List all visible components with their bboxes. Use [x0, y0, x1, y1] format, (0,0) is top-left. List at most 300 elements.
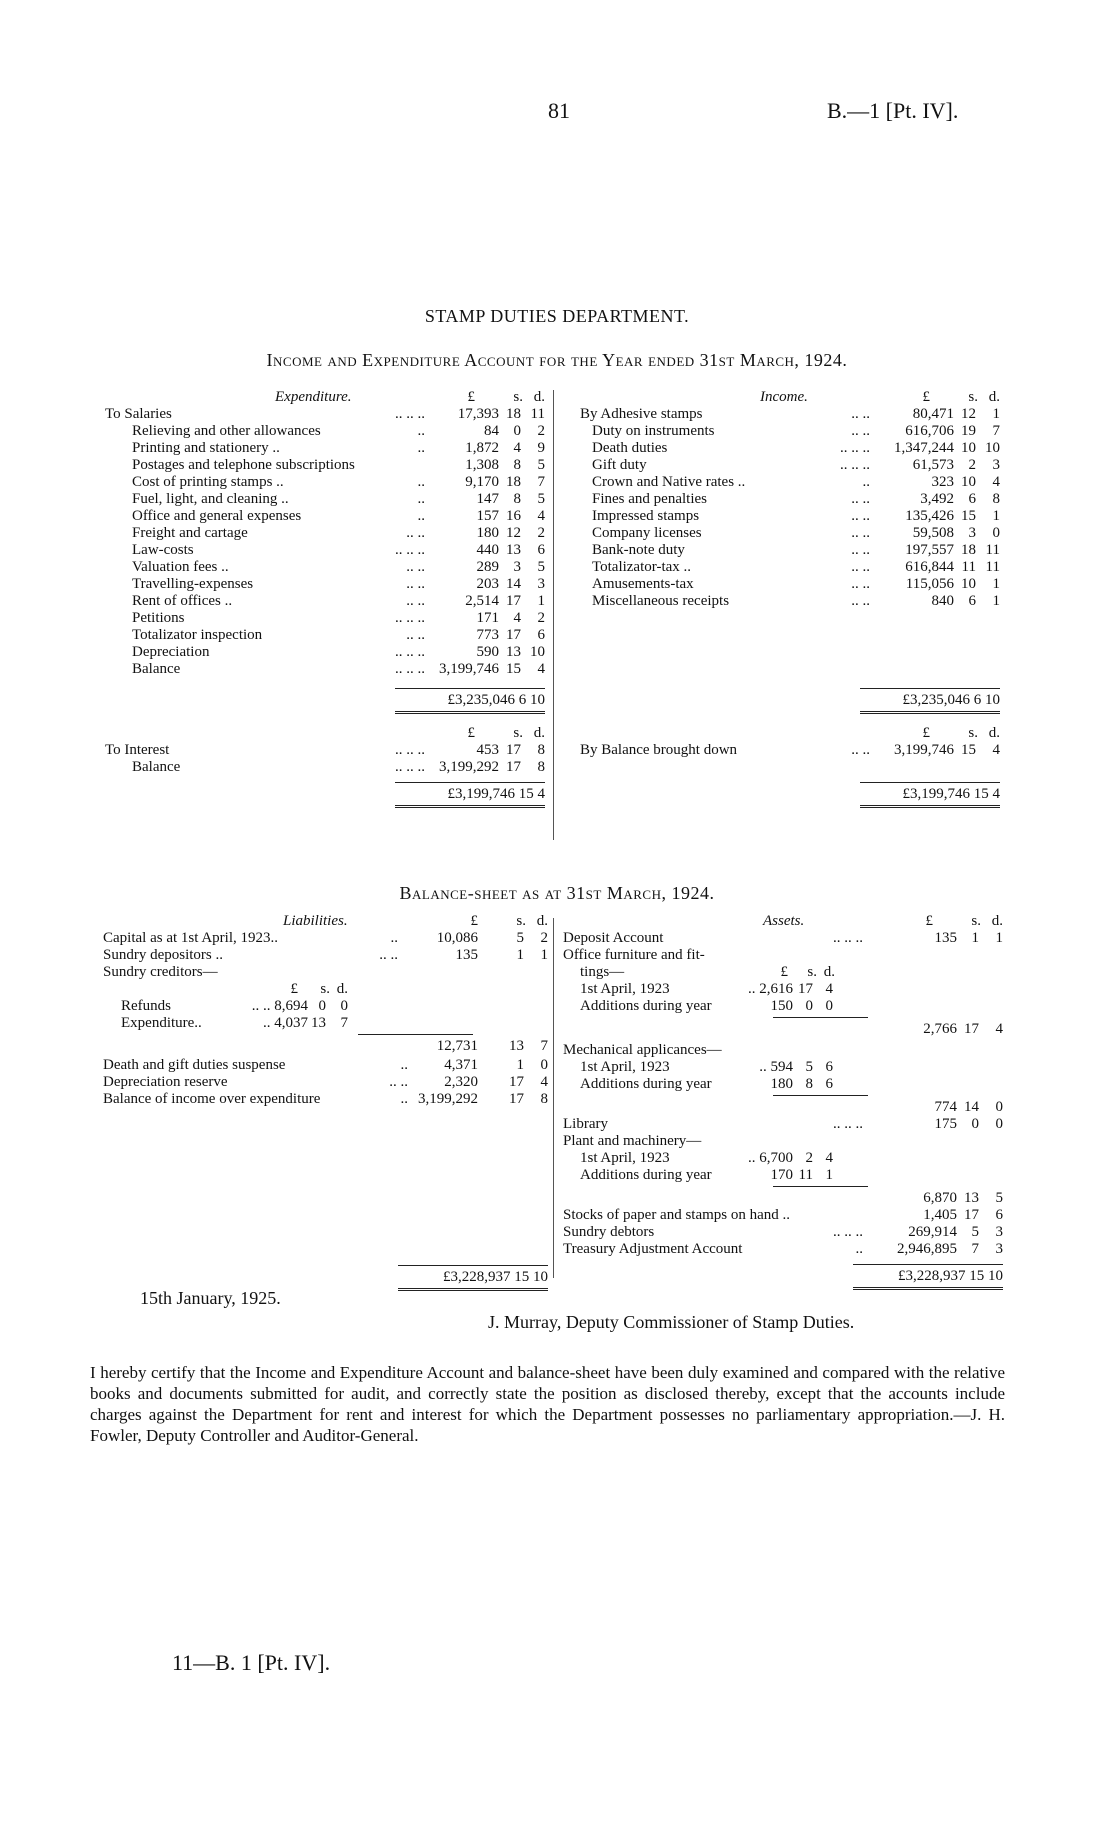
row-label: Rent of offices ..	[132, 593, 233, 609]
amount-pence: 1	[992, 508, 1000, 524]
assets-double-rule	[563, 1285, 1003, 1291]
asset-deposit	[563, 930, 1003, 947]
income-row	[580, 474, 1000, 491]
amount-pence: 11	[985, 559, 1000, 575]
income-double-rule	[580, 709, 1000, 715]
amount-pence: 10	[530, 644, 545, 660]
amount-pounds: 773	[476, 627, 499, 643]
amount-shillings: 12	[506, 525, 521, 541]
row-label: Cost of printing stamps ..	[132, 474, 284, 490]
row-label: Expenditure..	[121, 1015, 202, 1031]
row-leader: ..	[400, 1057, 408, 1073]
row-leader: ..	[417, 440, 425, 456]
amount-pence: 3	[995, 1224, 1003, 1240]
row-leader: .. .. 8,694	[251, 998, 308, 1014]
amount-pence: 5	[537, 457, 545, 473]
mechanical-item	[563, 1076, 1003, 1093]
amount-pence: 5	[995, 1190, 1003, 1206]
asset-row	[563, 1241, 1003, 1258]
row-label: Relieving and other allowances	[132, 423, 321, 439]
income-row	[580, 576, 1000, 593]
amount-pence: 0	[995, 1099, 1003, 1115]
expenditure-header-2	[105, 725, 545, 742]
liabilities-header	[103, 913, 548, 930]
amount-pounds: 135	[455, 947, 478, 963]
row-label: Balance	[132, 759, 181, 775]
col-shillings-label: s.	[513, 389, 523, 405]
income-row	[580, 508, 1000, 525]
amount-pence: 6	[995, 1207, 1003, 1223]
col-pence-label: d.	[988, 725, 1000, 741]
row-label: Additions during year	[580, 1076, 712, 1092]
income-expenditure-title: Income and Expenditure Account for the Year ended 31st March, 1924.	[266, 350, 848, 370]
amount-pounds: 84	[484, 423, 499, 439]
amount-pence: 1	[995, 930, 1003, 946]
row-label: Stocks of paper and stamps on hand ..	[563, 1207, 791, 1223]
income-row	[580, 406, 1000, 423]
row-label: Mechanical applicances—	[563, 1042, 722, 1058]
income-heading: Income.	[760, 389, 808, 405]
amount-pence: 0	[340, 998, 348, 1014]
amount-shillings: 8	[513, 457, 521, 473]
row-leader: .. ..	[851, 491, 870, 507]
liability-row	[103, 930, 548, 947]
amount-pounds: 17,393	[457, 406, 499, 422]
creditors-total	[103, 1038, 548, 1055]
row-label: Treasury Adjustment Account	[563, 1241, 743, 1257]
col-pence-label: d.	[991, 913, 1003, 929]
amount-pounds: 840	[931, 593, 954, 609]
creditors-rule-line	[358, 1034, 473, 1035]
amount-pounds: 2,766	[923, 1021, 957, 1037]
mechanical-item	[563, 1059, 1003, 1076]
amount-pence: 2	[537, 423, 545, 439]
amount-pounds: 180	[476, 525, 499, 541]
amount-pence: 6	[537, 542, 545, 558]
balance-sheet-title: Balance-sheet as at 31st March, 1924.	[399, 883, 715, 903]
amount-shillings: 2	[805, 1150, 813, 1166]
row-leader: .. .. ..	[395, 542, 425, 558]
row-label: Plant and machinery—	[563, 1133, 702, 1149]
amount-shillings: 14	[964, 1099, 979, 1115]
amount-pounds: 147	[476, 491, 499, 507]
office-rule-line	[773, 1017, 868, 1018]
office-item	[563, 998, 1003, 1015]
amount-shillings: 17	[964, 1021, 979, 1037]
amount-pence: 10	[985, 440, 1000, 456]
amount-pounds: 616,844	[905, 559, 954, 575]
expenditure-row	[105, 559, 545, 576]
col-pence-label: d.	[533, 725, 545, 741]
amount-pence: 8	[992, 491, 1000, 507]
amount-pence: 2	[540, 930, 548, 946]
amount-shillings: 8	[513, 491, 521, 507]
liabilities-total	[103, 1269, 548, 1286]
amount-shillings: 13	[509, 1038, 524, 1054]
amount-pounds: 289	[476, 559, 499, 575]
office-label-2: tings—	[580, 964, 625, 980]
amount-shillings: 13	[506, 542, 521, 558]
liabilities-column	[103, 913, 548, 1292]
row-label: Additions during year	[580, 998, 712, 1014]
amount-shillings: 14	[506, 576, 521, 592]
amount-pence: 6	[537, 627, 545, 643]
amount-pence: 8	[537, 742, 545, 758]
amount-pounds: £3,235,046 6 10	[447, 692, 545, 708]
row-leader: .. ..	[851, 508, 870, 524]
row-label: Totalizator inspection	[132, 627, 263, 643]
amount-shillings: 17	[506, 742, 521, 758]
liability-row	[103, 964, 548, 981]
row-label: Death and gift duties suspense	[103, 1057, 286, 1073]
expenditure-total	[105, 692, 545, 709]
row-leader: .. ..	[851, 525, 870, 541]
amount-shillings: 3	[968, 525, 976, 541]
row-leader: .. .. ..	[395, 406, 425, 422]
expenditure-row	[105, 491, 545, 508]
amount-shillings: 1	[971, 930, 979, 946]
amount-pence: 6	[825, 1059, 833, 1075]
row-leader: .. .. ..	[395, 661, 425, 677]
amount-pounds: 203	[476, 576, 499, 592]
row-label: Refunds	[121, 998, 171, 1014]
income-header	[580, 389, 1000, 406]
row-label: By Balance brought down	[580, 742, 738, 758]
row-label: To Salaries	[105, 406, 172, 422]
asset-mechanical-label	[563, 1042, 1003, 1059]
liability-row-2	[103, 1074, 548, 1091]
expenditure-row	[105, 525, 545, 542]
amount-shillings: 15	[961, 742, 976, 758]
row-leader: .. 4,037	[263, 1015, 308, 1031]
row-leader: .. .. ..	[833, 930, 863, 946]
expenditure-row-2	[105, 742, 545, 759]
row-label: Sundry depositors ..	[103, 947, 223, 963]
amount-shillings: 17	[509, 1091, 524, 1107]
amount-pounds: 80,471	[912, 406, 954, 422]
row-label: 1st April, 1923	[580, 1150, 670, 1166]
expenditure-row	[105, 644, 545, 661]
row-leader: .. ..	[851, 576, 870, 592]
expenditure-row	[105, 576, 545, 593]
department-title: STAMP DUTIES DEPARTMENT.	[424, 306, 690, 326]
amount-shillings: 11	[798, 1167, 813, 1183]
amount-shillings: 12	[961, 406, 976, 422]
expenditure-row	[105, 457, 545, 474]
amount-pence: 7	[537, 474, 545, 490]
income-row	[580, 559, 1000, 576]
row-leader: .. ..	[851, 423, 870, 439]
col-shillings-label: s.	[320, 981, 330, 997]
amount-pence: 9	[537, 440, 545, 456]
amount-pence: 8	[537, 759, 545, 775]
amount-pence: 4	[540, 1074, 548, 1090]
plant-item	[563, 1150, 1003, 1167]
amount-shillings: 0	[318, 998, 326, 1014]
asset-row	[563, 1224, 1003, 1241]
amount-pounds: £3,199,746 15 4	[902, 786, 1000, 802]
amount-pence: 5	[537, 559, 545, 575]
income-column	[580, 389, 1000, 809]
row-leader: .. .. ..	[833, 1224, 863, 1240]
amount-shillings: 15	[961, 508, 976, 524]
amount-shillings: 5	[805, 1059, 813, 1075]
col-pence-label: d.	[988, 389, 1000, 405]
amount-shillings: 13	[506, 644, 521, 660]
amount-shillings: 17	[506, 759, 521, 775]
expenditure-double-rule-2-line	[395, 805, 545, 808]
document-reference: B.—1 [Pt. IV].	[827, 98, 959, 123]
row-label: Totalizator-tax ..	[592, 559, 692, 575]
row-label: Library	[563, 1116, 608, 1132]
col-pounds-label: £	[470, 913, 478, 929]
row-leader: .. ..	[851, 559, 870, 575]
row-leader: .. .. ..	[395, 644, 425, 660]
col-pounds-label: £	[290, 981, 298, 997]
income-row	[580, 440, 1000, 457]
amount-pounds: 440	[476, 542, 499, 558]
footer-reference: 11—B. 1 [Pt. IV].	[172, 1650, 331, 1675]
row-label: Gift duty	[592, 457, 647, 473]
assets-total	[563, 1268, 1003, 1285]
row-label: Office and general expenses	[132, 508, 302, 524]
amount-pence: 1	[992, 406, 1000, 422]
amount-shillings: 4	[513, 610, 521, 626]
amount-pence: 0	[825, 998, 833, 1014]
row-leader: .. ..	[851, 593, 870, 609]
amount-pence: 1	[540, 947, 548, 963]
signature: J. Murray, Deputy Commissioner of Stamp Duties.	[488, 1312, 855, 1332]
amount-shillings: 10	[961, 576, 976, 592]
col-shillings-label: s.	[971, 913, 981, 929]
amount-shillings: 0	[805, 998, 813, 1014]
row-label: 1st April, 1923	[580, 1059, 670, 1075]
amount-pounds: 59,508	[912, 525, 954, 541]
amount-pence: 4	[537, 508, 545, 524]
income-row	[580, 525, 1000, 542]
assets-heading: Assets.	[763, 913, 805, 929]
amount-pounds: 6,870	[923, 1190, 957, 1206]
amount-shillings: 13	[311, 1015, 326, 1031]
amount-shillings: 17	[798, 981, 813, 997]
amount-pence: 4	[537, 661, 545, 677]
col-shillings-label: s.	[513, 725, 523, 741]
row-leader: ..	[417, 474, 425, 490]
row-label: Fines and penalties	[592, 491, 707, 507]
row-label: Miscellaneous receipts	[592, 593, 730, 609]
amount-pence: 6	[825, 1076, 833, 1092]
row-label: Death duties	[592, 440, 668, 456]
income-header-2	[580, 725, 1000, 742]
amount-pounds: 3,492	[920, 491, 954, 507]
amount-pounds: 323	[931, 474, 954, 490]
amount-pence: 3	[995, 1241, 1003, 1257]
row-label: Law-costs	[132, 542, 194, 558]
amount-pence: 3	[537, 576, 545, 592]
amount-pounds: 3,199,292	[418, 1091, 478, 1107]
amount-shillings: 10	[961, 440, 976, 456]
row-leader: .. ..	[851, 406, 870, 422]
amount-pence: 2	[537, 525, 545, 541]
amount-shillings: 3	[513, 559, 521, 575]
income-row	[580, 457, 1000, 474]
col-shillings-label: s.	[807, 964, 817, 980]
row-leader: .. .. ..	[395, 610, 425, 626]
amount-pounds: 197,557	[905, 542, 954, 558]
col-pounds-label: £	[780, 964, 788, 980]
liabilities-rule-line	[398, 1265, 548, 1266]
col-pounds-label: £	[922, 389, 930, 405]
row-leader: .. ..	[379, 947, 398, 963]
amount-pence: 8	[540, 1091, 548, 1107]
row-leader: ..	[417, 508, 425, 524]
income-row	[580, 423, 1000, 440]
row-label: Freight and cartage	[132, 525, 248, 541]
col-pence-label: d.	[336, 981, 348, 997]
asset-office-label	[563, 947, 1003, 964]
amount-pence: 4	[992, 474, 1000, 490]
expenditure-row	[105, 610, 545, 627]
row-label: By Adhesive stamps	[580, 406, 703, 422]
row-label: Amusements-tax	[592, 576, 694, 592]
amount-shillings: 15	[506, 661, 521, 677]
row-leader: ..	[390, 930, 398, 946]
mechanical-rule-line	[773, 1095, 868, 1096]
row-leader: .. ..	[406, 627, 425, 643]
row-leader: .. ..	[851, 742, 870, 758]
income-double-rule-2-line	[860, 805, 1000, 808]
col-pence-label: d.	[823, 964, 835, 980]
expenditure-row	[105, 508, 545, 525]
amount-pence: 1	[992, 576, 1000, 592]
row-label: Crown and Native rates ..	[592, 474, 746, 490]
amount-pounds: 1,405	[923, 1207, 957, 1223]
income-row-2	[580, 742, 1000, 759]
amount-pence: 4	[992, 742, 1000, 758]
income-double-rule-2	[580, 803, 1000, 809]
amount-shillings: 5	[971, 1224, 979, 1240]
amount-shillings: 18	[506, 474, 521, 490]
liabilities-heading: Liabilities.	[283, 913, 348, 929]
expenditure-double-rule-line	[395, 711, 545, 714]
creditor-row	[103, 998, 548, 1015]
col-pounds-label: £	[925, 913, 933, 929]
row-label: Sundry debtors	[563, 1224, 655, 1240]
row-label: To Interest	[105, 742, 170, 758]
amount-pounds: 774	[934, 1099, 957, 1115]
row-leader: .. 2,616	[748, 981, 793, 997]
expenditure-heading: Expenditure.	[275, 389, 352, 405]
col-shillings-label: s.	[516, 913, 526, 929]
row-label: Valuation fees ..	[132, 559, 229, 575]
amount-pounds: 3,199,292	[439, 759, 499, 775]
mechanical-total	[563, 1099, 1003, 1116]
amount-pounds: 9,170	[465, 474, 499, 490]
amount-pounds: 1,347,244	[894, 440, 954, 456]
col-pounds-label: £	[467, 725, 475, 741]
amount-pence: 1	[992, 593, 1000, 609]
office-item	[563, 981, 1003, 998]
audit-certificate: I hereby certify that the Income and Expenditure Account and balance-sheet have been duly examined and compared with the relative books and documents submitted for audit, and correctly state the position as disclosed thereby, except that the accounts include charges against the Department for rent and interest for which the Department possesses no parliamentary appropriation.—J. H. Fowler, Deputy Controller and Auditor-General.	[90, 1363, 1005, 1445]
amount-shillings: 13	[964, 1190, 979, 1206]
amount-pence: 0	[540, 1057, 548, 1073]
amount-pence: 1	[825, 1167, 833, 1183]
row-leader: .. ..	[851, 542, 870, 558]
assets-header	[563, 913, 1003, 930]
row-leader: 170	[770, 1167, 793, 1183]
amount-shillings: 17	[506, 593, 521, 609]
amount-pounds: 4,371	[444, 1057, 478, 1073]
amount-shillings: 10	[961, 474, 976, 490]
row-leader: .. 594	[759, 1059, 793, 1075]
amount-shillings: 0	[513, 423, 521, 439]
row-label: Additions during year	[580, 1167, 712, 1183]
row-label: Deposit Account	[563, 930, 664, 946]
amount-pounds: 12,731	[436, 1038, 478, 1054]
liability-row-2	[103, 1091, 548, 1108]
expenditure-rule-2-line	[395, 782, 545, 783]
row-leader: 150	[770, 998, 793, 1014]
row-label: Petitions	[132, 610, 185, 626]
amount-pence: 7	[540, 1038, 548, 1054]
row-leader: .. ..	[406, 525, 425, 541]
col-pence-label: d.	[536, 913, 548, 929]
page-number: 81	[548, 98, 570, 123]
amount-pounds: 1,308	[465, 457, 499, 473]
account-divider	[553, 390, 554, 840]
row-leader: ..	[855, 1241, 863, 1257]
amount-shillings: 17	[509, 1074, 524, 1090]
asset-row	[563, 1207, 1003, 1224]
income-row	[580, 491, 1000, 508]
row-leader: .. ..	[406, 593, 425, 609]
row-leader: ..	[417, 423, 425, 439]
amount-shillings: 5	[516, 930, 524, 946]
assets-rule-line	[853, 1264, 1003, 1265]
expenditure-double-rule	[105, 709, 545, 715]
income-total-2	[580, 786, 1000, 803]
amount-pounds: £3,228,937 15 10	[898, 1268, 1003, 1284]
expenditure-double-rule-2	[105, 803, 545, 809]
expenditure-total-2	[105, 786, 545, 803]
amount-pence: 0	[995, 1116, 1003, 1132]
amount-pence: 7	[992, 423, 1000, 439]
row-label: Duty on instruments	[592, 423, 715, 439]
balance-sheet-divider	[553, 918, 554, 1278]
row-label: Printing and stationery ..	[132, 440, 280, 456]
amount-pounds: 135	[934, 930, 957, 946]
asset-plant-label	[563, 1133, 1003, 1150]
amount-shillings: 17	[964, 1207, 979, 1223]
amount-pence: 2	[537, 610, 545, 626]
amount-shillings: 1	[516, 947, 524, 963]
row-label: Fuel, light, and cleaning ..	[132, 491, 289, 507]
amount-pounds: 175	[934, 1116, 957, 1132]
row-label: Postages and telephone subscriptions	[132, 457, 355, 473]
row-leader: .. ..	[389, 1074, 408, 1090]
row-leader: .. .. ..	[840, 457, 870, 473]
amount-pounds: 61,573	[912, 457, 954, 473]
amount-pounds: £3,235,046 6 10	[902, 692, 1000, 708]
col-pounds-label: £	[467, 389, 475, 405]
amount-pounds: 1,872	[465, 440, 499, 456]
amount-pounds: 3,199,746	[894, 742, 954, 758]
row-leader: .. .. ..	[395, 759, 425, 775]
amount-shillings: 19	[961, 423, 976, 439]
row-label: 1st April, 1923	[580, 981, 670, 997]
row-leader: ..	[400, 1091, 408, 1107]
amount-pounds: 10,086	[436, 930, 478, 946]
